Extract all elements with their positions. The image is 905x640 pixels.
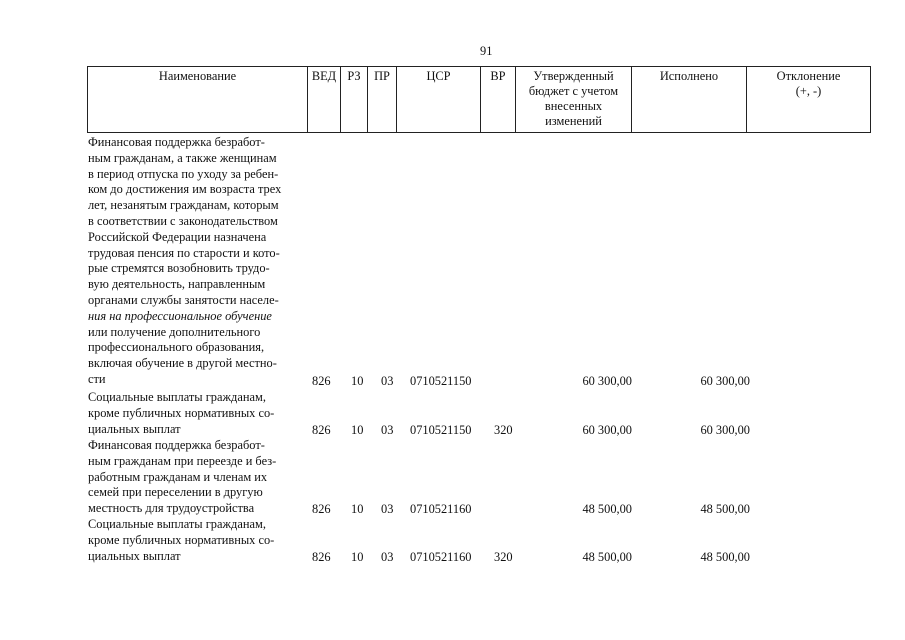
header-budget-line: Утвержденный: [533, 69, 614, 83]
rz-cell: 10: [351, 423, 364, 437]
name-line: в период отпуска по уходу за ребен-: [88, 166, 279, 181]
name-line: местность для трудоустройства: [88, 501, 255, 516]
csr-cell: 0710521160: [410, 550, 472, 564]
name-line: ным гражданам при переезде и без-: [88, 453, 277, 468]
header-name: Наименование: [88, 67, 308, 133]
name-line: рые стремятся возобновить трудо-: [88, 261, 270, 276]
header-budget-line: изменений: [545, 114, 602, 128]
name-line: органами службы занятости населе-: [88, 292, 279, 307]
pr-cell: 03: [381, 423, 394, 437]
executed-cell: 60 300,00: [700, 423, 750, 437]
name-line: Финансовая поддержка безработ-: [88, 135, 265, 149]
header-budget: [516, 67, 632, 133]
name-line: сти: [88, 371, 106, 386]
executed-cell: 60 300,00: [700, 374, 750, 388]
ved-cell: 826: [312, 550, 331, 564]
name-line: трудовая пенсия по старости и кото-: [88, 245, 280, 260]
header-deviation-line: (+, -): [795, 84, 822, 98]
header-csr: ЦСР: [397, 67, 481, 133]
header-ved: ВЕД: [308, 67, 341, 133]
header-vr: ВР: [481, 67, 516, 133]
table-row: [0, 501, 905, 517]
budget-cell: 48 500,00: [582, 550, 632, 564]
name-line: вую деятельность, направленным: [88, 277, 266, 292]
csr-cell: 0710521160: [410, 502, 472, 516]
budget-cell: 60 300,00: [582, 423, 632, 437]
header-budget-line: внесенных: [544, 99, 603, 113]
table-row: [0, 422, 905, 438]
executed-cell: 48 500,00: [700, 502, 750, 516]
pr-cell: 03: [381, 374, 394, 388]
vr-cell: 320: [494, 423, 513, 437]
rz-cell: 10: [351, 550, 364, 564]
pr-cell: 03: [381, 550, 394, 564]
csr-cell: 0710521150: [410, 423, 472, 437]
header-rz: РЗ: [341, 67, 368, 133]
name-line: кроме публичных нормативных со-: [88, 532, 275, 547]
name-line: или получение дополнительного: [88, 324, 261, 339]
name-line: циальных выплат: [88, 548, 181, 563]
name-line: ным гражданам, а также женщинам: [88, 150, 277, 165]
pr-cell: 03: [381, 502, 394, 516]
rz-cell: 10: [351, 374, 364, 388]
header-deviation-line: Отклонение: [776, 69, 841, 83]
ved-cell: 826: [312, 423, 331, 437]
name-line: циальных выплат: [88, 421, 181, 436]
budget-cell: 60 300,00: [582, 374, 632, 388]
name-line: ком до достижения им возраста трех: [88, 182, 282, 197]
name-line: в соответствии с законодательством: [88, 213, 278, 228]
name-line: ния на профессиональное обучение: [88, 308, 272, 323]
name-line: профессионального образования,: [88, 340, 265, 355]
row-1-name: [88, 135, 302, 388]
csr-cell: 0710521150: [410, 374, 472, 388]
header-deviation: [747, 67, 871, 133]
rz-cell: 10: [351, 502, 364, 516]
table-header: [87, 66, 871, 133]
name-line: Финансовая поддержка безработ-: [88, 438, 265, 452]
name-line: Социальные выплаты гражданам,: [88, 517, 266, 531]
header-budget-line: бюджет с учетом: [528, 84, 619, 98]
name-line: Российской Федерации назначена: [88, 229, 267, 244]
table-row: [0, 373, 905, 389]
name-line: включая обучение в другой местно-: [88, 356, 277, 371]
header-pr: ПР: [368, 67, 397, 133]
executed-cell: 48 500,00: [700, 550, 750, 564]
ved-cell: 826: [312, 374, 331, 388]
name-line: работным гражданам и членам их: [88, 469, 268, 484]
vr-cell: 320: [494, 550, 513, 564]
name-line: Социальные выплаты гражданам,: [88, 390, 266, 404]
name-line: лет, незанятым гражданам, которым: [88, 198, 279, 213]
header-executed: Исполнено: [632, 67, 747, 133]
budget-cell: 48 500,00: [582, 502, 632, 516]
page-number: 91: [480, 44, 493, 58]
ved-cell: 826: [312, 502, 331, 516]
table-row: [0, 549, 905, 565]
name-line: кроме публичных нормативных со-: [88, 405, 275, 420]
name-line: семей при переселении в другую: [88, 485, 263, 500]
